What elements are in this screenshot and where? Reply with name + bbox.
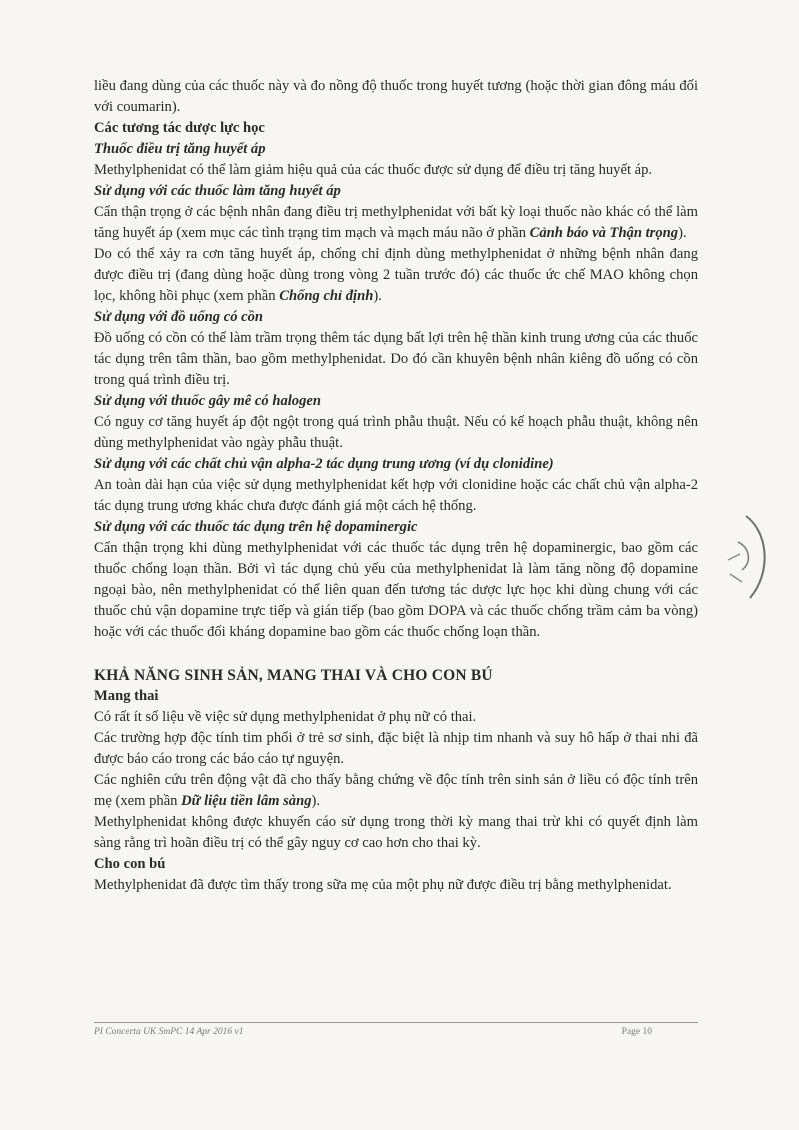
paragraph-continued: liều đang dùng của các thuốc này và đo nồng độ thuốc trong huyết tương (hoặc thời gian đông máu đối với coumarin). xyxy=(94,78,698,115)
paragraph-pressor-drugs-1 xyxy=(94,202,698,244)
subheading-pregnancy: Mang thai xyxy=(94,688,159,704)
footer-page-number: Page 10 xyxy=(621,1027,652,1037)
cross-reference-warnings: Cảnh báo và Thận trọng xyxy=(529,225,679,241)
paragraph-pressor-drugs-2 xyxy=(94,244,698,307)
paragraph-pregnancy-3 xyxy=(94,770,698,812)
section-heading-fertility-pregnancy: KHẢ NĂNG SINH SẢN, MANG THAI VÀ CHO CON BÚ xyxy=(94,667,493,684)
text-span: Cẩn thận trọng ở các bệnh nhân đang điều trị methylphenidat với bất kỳ loại thuốc nào khác có thể làm tăng huyết áp (xem mục các tình trạng tim mạch và mạch máu não ở phần xyxy=(94,204,698,241)
paragraph-antihypertensives: Methylphenidat có thể làm giảm hiệu quả của các thuốc được sử dụng để điều trị tăng huyết áp. xyxy=(94,162,653,178)
cross-reference-contraindications: Chống chỉ định xyxy=(279,288,374,304)
subheading-alpha2-agonists: Sử dụng với các chất chủ vận alpha-2 tác dụng trung ương (ví dụ clonidine) xyxy=(94,456,554,472)
heading-pharmacodynamic-interactions: Các tương tác dược lực học xyxy=(94,120,265,136)
subheading-alcohol: Sử dụng với đồ uống có cồn xyxy=(94,309,264,325)
paragraph-pregnancy-2: Các trường hợp độc tính tim phổi ở trẻ sơ sinh, đặc biệt là nhịp tim nhanh và suy hô hấp ở thai nhi đã được báo cáo trong các báo cáo tự nguyện. xyxy=(94,730,698,767)
text-span: ). xyxy=(373,288,382,304)
subheading-breastfeeding: Cho con bú xyxy=(94,856,166,872)
text-span: Do có thể xảy ra cơn tăng huyết áp, chống chỉ định dùng methylphenidat ở những bệnh nhân đang được điều trị (đang dùng hoặc dùng trong vòng 2 tuần trước đó) các thuốc ức chế MAO không chọn lọc, không hồi phục (xem phần xyxy=(94,246,698,304)
ink-stamp-mark xyxy=(716,512,776,602)
subheading-pressor-drugs: Sử dụng với các thuốc làm tăng huyết áp xyxy=(94,183,341,199)
subheading-antihypertensives: Thuốc điều trị tăng huyết áp xyxy=(94,141,266,157)
paragraph-pregnancy-4: Methylphenidat không được khuyến cáo sử dụng trong thời kỳ mang thai trừ khi có quyết định làm sàng rằng trì hoãn điều trị có thể gây nguy cơ cao hơn cho thai kỳ. xyxy=(94,814,698,851)
paragraph-alpha2-agonists: An toàn dài hạn của việc sử dụng methylphenidat kết hợp với clonidine hoặc các chất chủ vận alpha-2 tác dụng trung ương khác chưa được đánh giá một cách hệ thống. xyxy=(94,477,698,514)
paragraph-pregnancy-1: Có rất ít số liệu về việc sử dụng methylphenidat ở phụ nữ có thai. xyxy=(94,709,477,725)
text-span: Các nghiên cứu trên động vật đã cho thấy bằng chứng về độc tính trên sinh sản ở liều có độc tính trên mẹ (xem phần xyxy=(94,772,698,809)
subheading-dopaminergic: Sử dụng với các thuốc tác dụng trên hệ dopaminergic xyxy=(94,519,418,535)
paragraph-dopaminergic: Cẩn thận trọng khi dùng methylphenidat với các thuốc tác dụng trên hệ dopaminergic, bao gồm các thuốc chống loạn thần. Bởi vì tác dụng chủ yếu của methylphenidat là làm tăng nồng độ dopamine ngoại bào, nên methylphenidat có thể liên quan đến tương tác dược lực học khi dùng chung với các thuốc chủ vận dopamine trực tiếp và gián tiếp (bao gồm DOPA và các thuốc chống trầm cảm ba vòng) hoặc với các thuốc đối kháng dopamine bao gồm các thuốc chống loạn thần. xyxy=(94,540,698,640)
footer-document-id: PI Concerta UK SmPC 14 Apr 2016 v1 xyxy=(94,1027,244,1037)
paragraph-breastfeeding: Methylphenidat đã được tìm thấy trong sữa mẹ của một phụ nữ được điều trị bằng methylphenidat. xyxy=(94,877,672,893)
document-body xyxy=(94,76,698,896)
paragraph-alcohol: Đồ uống có cồn có thể làm trầm trọng thêm tác dụng bất lợi trên hệ thần kinh trung ương của các thuốc tác dụng trên tâm thần, bao gồm methylphenidat. Do đó cần khuyên bệnh nhân kiêng đồ uống có cồn trong quá trình điều trị. xyxy=(94,330,698,388)
subheading-halogenated-anaesthetics: Sử dụng với thuốc gây mê có halogen xyxy=(94,393,321,409)
paragraph-halogenated-anaesthetics: Có nguy cơ tăng huyết áp đột ngột trong quá trình phẫu thuật. Nếu có kế hoạch phẫu thuật, không nên dùng methylphenidat vào ngày phẫu thuật. xyxy=(94,414,698,451)
page-footer xyxy=(94,1022,698,1037)
text-span: ). xyxy=(311,793,321,809)
text-span: ). xyxy=(678,225,687,241)
cross-reference-preclinical: Dữ liệu tiền lâm sàng xyxy=(181,793,312,809)
